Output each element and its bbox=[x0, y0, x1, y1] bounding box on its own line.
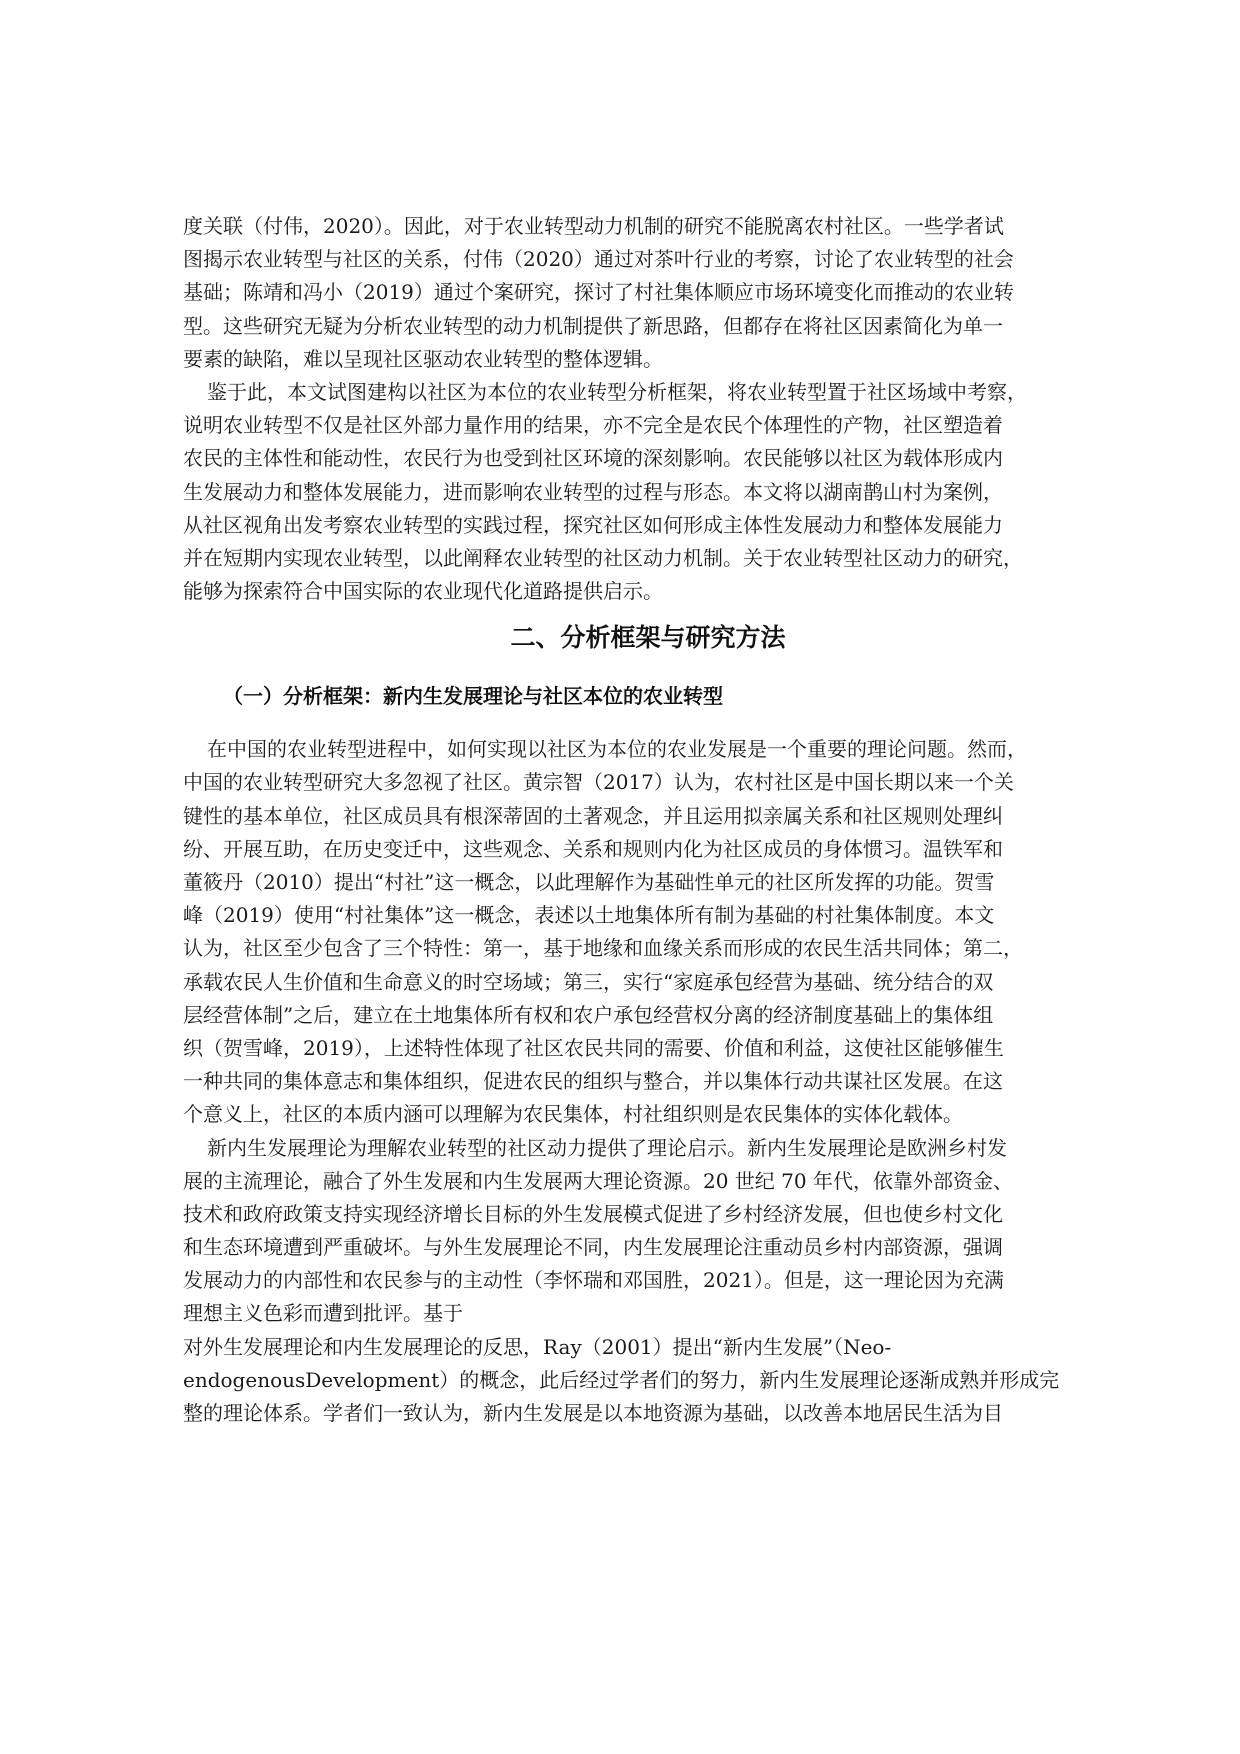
text-line: endogenousDevelopment）的概念，此后经过学者们的努力，新内生发展理论逐渐成熟并形成完 bbox=[183, 1367, 1060, 1392]
text-line: 承载农民人生价值和生命意义的时空场域；第三，实行“家庭承包经营为基础、统分结合的双 bbox=[183, 969, 994, 994]
text-line: 一种共同的集体意志和集体组织，促进农民的组织与整合，并以集体行动共谋社区发展。在这 bbox=[183, 1069, 1003, 1094]
text-line: 层经营体制”之后，建立在土地集体所有权和农户承包经营权分离的经济制度基础上的集体组 bbox=[183, 1002, 994, 1027]
text-line: 型。这些研究无疑为分析农业转型的动力机制提供了新思路，但都存在将社区因素简化为单一 bbox=[183, 313, 1003, 338]
document-page bbox=[183, 210, 1083, 1430]
paragraph-5 bbox=[183, 1331, 1083, 1431]
text-line: 度关联（付伟，2020）。因此，对于农业转型动力机制的研究不能脱离农村社区。一些学者试 bbox=[183, 214, 1004, 238]
sub-heading: （一）分析框架：新内生发展理论与社区本位的农业转型 bbox=[223, 684, 723, 709]
text-line: 对外生发展理论和内生发展理论的反思，Ray（2001）提出“新内生发展”（Neo- bbox=[183, 1334, 892, 1359]
text-line: 要素的缺陷，难以呈现社区驱动农业转型的整体逻辑。 bbox=[183, 346, 663, 371]
text-line: 织（贺雪峰，2019），上述特性体现了社区农民共同的需要、价值和利益，这使社区能够催生 bbox=[183, 1035, 1004, 1060]
text-line: 中国的农业转型研究大多忽视了社区。黄宗智（2017）认为，农村社区是中国长期以来一个关 bbox=[183, 770, 1014, 795]
text-line: 新内生发展理论为理解农业转型的社区动力提供了理论启示。新内生发展理论是欧洲乡村发 bbox=[207, 1135, 1007, 1160]
text-line: 图揭示农业转型与社区的关系，付伟（2020）通过对茶叶行业的考察，讨论了农业转型的社会 bbox=[183, 247, 1014, 272]
paragraph-2 bbox=[183, 376, 1083, 608]
text-line: 并在短期内实现农业转型，以此阐释农业转型的社区动力机制。关于农业转型社区动力的研究， bbox=[183, 545, 1023, 570]
text-line: 在中国的农业转型进程中，如何实现以社区为本位的农业发展是一个重要的理论问题。然而， bbox=[207, 737, 1027, 762]
paragraph-4 bbox=[183, 1132, 1083, 1331]
text-line: 董筱丹（2010）提出“村社”这一概念，以此理解作为基础性单元的社区所发挥的功能。贺雪 bbox=[183, 870, 995, 894]
text-line: 个意义上，社区的本质内涵可以理解为农民集体，村社组织则是农民集体的实体化载体。 bbox=[183, 1102, 963, 1127]
text-line: 农民的主体性和能动性，农民行为也受到社区环境的深刻影响。农民能够以社区为载体形成内 bbox=[183, 446, 1003, 471]
text-line: 峰（2019）使用“村社集体”这一概念，表述以土地集体所有制为基础的村社集体制度。本文 bbox=[183, 903, 995, 928]
text-line: 能够为探索符合中国实际的农业现代化道路提供启示。 bbox=[183, 579, 663, 604]
text-line: 键性的基本单位，社区成员具有根深蒂固的土著观念，并且运用拟亲属关系和社区规则处理纠 bbox=[183, 803, 1003, 828]
text-line: 发展动力的内部性和农民参与的主动性（李怀瑞和邓国胜，2021）。但是，这一理论因为充满 bbox=[183, 1268, 1004, 1293]
paragraph-1 bbox=[183, 210, 1083, 376]
text-line: 理想主义色彩而遭到批评。基于 bbox=[183, 1301, 463, 1326]
text-line: 认为，社区至少包含了三个特性：第一，基于地缘和血缘关系而形成的农民生活共同体；第二， bbox=[183, 936, 1023, 961]
text-line: 基础；陈靖和冯小（2019）通过个案研究，探讨了村社集体顺应市场环境变化而推动的农业转 bbox=[183, 280, 1014, 305]
text-line: 纷、开展互助，在历史变迁中，这些观念、关系和规则内化为社区成员的身体惯习。温铁军和 bbox=[183, 836, 1003, 861]
text-line: 技术和政府政策支持实现经济增长目标的外生发展模式促进了乡村经济发展，但也使乡村文化 bbox=[183, 1201, 1003, 1226]
paragraph-3 bbox=[183, 733, 1083, 1131]
text-line: 从社区视角出发考察农业转型的实践过程，探究社区如何形成主体性发展动力和整体发展能力 bbox=[183, 512, 1003, 537]
text-line: 鉴于此，本文试图建构以社区为本位的农业转型分析框架，将农业转型置于社区场域中考察， bbox=[207, 379, 1027, 404]
text-line: 生发展动力和整体发展能力，进而影响农业转型的过程与形态。本文将以湖南鹊山村为案例， bbox=[183, 479, 1003, 504]
text-line: 和生态环境遭到严重破坏。与外生发展理论不同，内生发展理论注重动员乡村内部资源，强调 bbox=[183, 1235, 1003, 1260]
section-heading: 二、分析框架与研究方法 bbox=[510, 623, 786, 653]
text-line: 整的理论体系。学者们一致认为，新内生发展是以本地资源为基础，以改善本地居民生活为目 bbox=[183, 1401, 1003, 1425]
text-line: 展的主流理论，融合了外生发展和内生发展两大理论资源。20 世纪 70 年代，依靠外部资金、 bbox=[183, 1168, 1013, 1193]
text-line: 说明农业转型不仅是社区外部力量作用的结果，亦不完全是农民个体理性的产物，社区塑造着 bbox=[183, 413, 1003, 438]
